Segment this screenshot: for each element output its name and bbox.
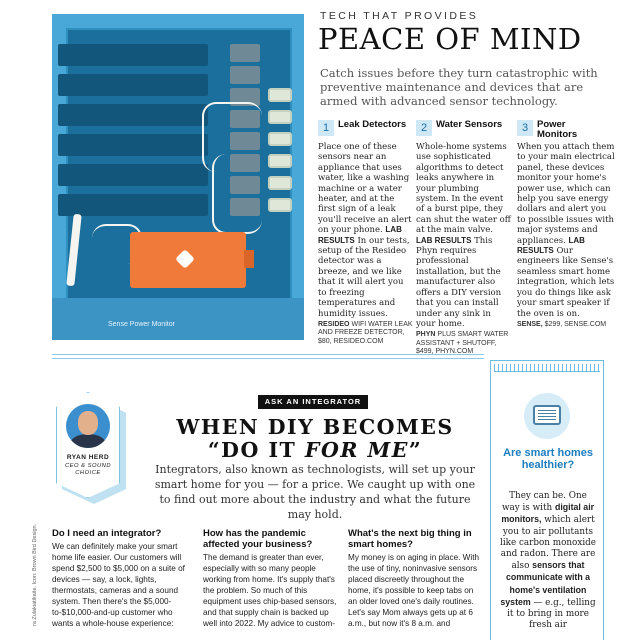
question: Do I need an integrator? xyxy=(52,528,162,539)
avatar xyxy=(66,404,110,448)
section-tag: ASK AN INTEGRATOR xyxy=(258,395,368,409)
breaker-switch xyxy=(268,176,292,190)
panel-bar xyxy=(58,104,208,126)
product-brand: SENSE, xyxy=(517,320,543,328)
deck-text: Catch issues before they turn catastrophic with preventive maintenance and devices that are armed with advanced sensor technology. xyxy=(320,66,598,108)
breaker-switch xyxy=(268,132,292,146)
item-body: Place one of these sensors near an appliance that uses water, like a washing machine or a water heater, and at the first sign of a leak you'll receive an alert on your phone. xyxy=(318,142,412,236)
power-monitor-illustration xyxy=(52,14,304,340)
item-number: 2 xyxy=(416,120,432,136)
item-title: Leak Detectors xyxy=(338,119,407,130)
illustration-caption: Sense Power Monitor xyxy=(108,321,175,328)
wire xyxy=(212,154,262,234)
item-number: 1 xyxy=(318,120,334,136)
section-kicker: TECH THAT PROVIDES xyxy=(320,10,479,22)
integrator-title xyxy=(150,416,480,462)
breaker xyxy=(230,44,260,62)
panel-bar xyxy=(58,74,208,96)
panel-bar xyxy=(58,164,208,186)
item-leak-detectors xyxy=(318,120,414,346)
question: How has the pandemic affected your business? xyxy=(203,528,313,550)
sidebar-body: They can be. One way is with digital air monitors, which alert you to air pollutants like carbon monoxide and radon. There are also sensors that communicate with a home's ventilation system — e.g., telling it to bring in more fresh air xyxy=(500,491,596,631)
sidebar-title: Are smart homes healthier? xyxy=(503,447,593,471)
title-line-1: WHEN DIY BECOMES xyxy=(176,415,454,439)
breaker xyxy=(230,66,260,84)
title-line-2: “DO IT FOR ME” xyxy=(207,438,423,462)
breaker-switch xyxy=(268,154,292,168)
product-brand: PHYN xyxy=(416,331,436,339)
sidebar-box xyxy=(490,360,604,640)
item-body: Whole-home systems use sophisticated algorithms to detect leaks anywhere in your plumbing system. In the event of a burst pipe, they can shut the water off at the main valve. xyxy=(416,142,511,236)
lab-results-label: LAB RESULTS xyxy=(416,235,472,245)
lab-results-text: Our engineers like Sense's seamless smart home integration, which lets you do things like ask your smart speaker if the oven is on. xyxy=(517,246,615,319)
lab-results-label: LAB RESULTS xyxy=(318,225,402,245)
answer: The demand is greater than ever, especially with so many people working from home. It's supply that's the problem. So much of this equipment uses chip-based sensors, and that supply chain is backed up well into 2022. My advice to custom- xyxy=(203,553,337,628)
integrator-profile xyxy=(56,392,120,498)
item-title: Water Sensors xyxy=(436,119,503,130)
section-divider xyxy=(52,354,484,359)
page-title: PEACE OF MIND xyxy=(318,22,582,56)
panel-bar xyxy=(58,134,208,156)
breaker-switch xyxy=(268,198,292,212)
lab-results-text: This Phyn requires professional installation, but the manufacturer also offers a DIY version that you can install under any sink in your home. xyxy=(416,235,502,329)
sense-power-monitor-device xyxy=(130,232,246,288)
breaker-switch xyxy=(268,88,292,102)
item-power-monitors xyxy=(517,120,617,329)
integrator-name: RYAN HERD xyxy=(66,454,110,461)
breaker-switch xyxy=(268,110,292,124)
logo-icon xyxy=(175,249,195,269)
item-number: 3 xyxy=(517,120,533,136)
photo-credit: ra Zulakiatikaite. Icon: Brown Bird Design. xyxy=(32,523,38,626)
qa-item xyxy=(348,528,483,629)
item-water-sensors xyxy=(416,120,512,357)
answer: We can definitely make your smart home life easier. Our customers will spend $2,500 to $5,000 on a suite of devices — say, a lock, lights, thermostats, cameras and a sound system. Then there's the $5,000-to-$10,000-and-up customer who wants a whole-house experience: xyxy=(52,542,185,628)
integrator-intro: Integrators, also known as technologists, will set up your smart home for you — for a price. We caught up with one to find out more about the industry and what the future may hold. xyxy=(154,463,476,521)
lab-results-label: LAB RESULTS xyxy=(517,235,585,256)
answer: My money is on aging in place. With the use of tiny, noninvasive sensors placed discreetly throughout the home, it's possible to keep tabs on an older loved one's daily routines. Let's say Mom always gets up at 6 a.m., but now it's 8 a.m. and xyxy=(348,553,480,628)
product-info: $299, SENSE.COM xyxy=(544,320,607,328)
question: What's the next big thing in smart homes? xyxy=(348,528,472,550)
qa-item xyxy=(52,528,187,629)
panel-bar xyxy=(58,44,208,66)
product-info: PLUS SMART WATER ASSISTANT + SHUTOFF, $499, PHYN.COM xyxy=(416,331,509,356)
panel-bar xyxy=(58,194,208,216)
air-monitor-icon xyxy=(524,393,570,439)
lab-results-text: In our tests, setup of the Resideo detector was a breeze, and we like that it will alert you to freezing temperatures and humidity issues. xyxy=(318,235,410,319)
qa-item xyxy=(203,528,338,629)
item-title: Power Monitors xyxy=(537,119,578,140)
product-info: WIFI WATER LEAK AND FREEZE DETECTOR, $80, RESIDEO.COM xyxy=(318,320,413,345)
product-brand: RESIDEO xyxy=(318,320,350,328)
integrator-role: CEO & SOUND CHOICE xyxy=(64,463,112,476)
item-body: When you attach them to your main electrical panel, these devices monitor your home's power use, which can help you save energy dollars and alert you to possible issues with major systems and appliances. xyxy=(517,142,615,246)
